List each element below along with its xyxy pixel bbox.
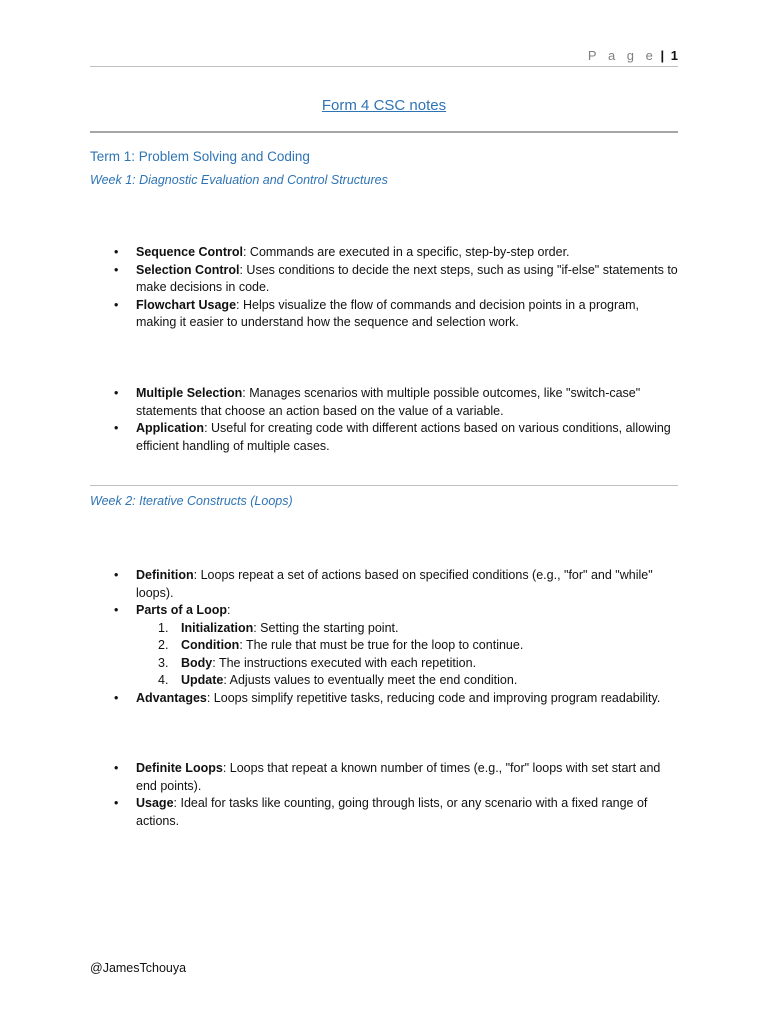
list-item: 4. Update: Adjusts values to eventually meet the end condition. [158, 673, 518, 687]
page-header [90, 44, 678, 67]
list-item: • Multiple Selection: Manages scenarios with multiple possible outcomes, like "switch-case" statements that choose an action based on the value of a variable. [114, 386, 641, 418]
bullet-icon: • [114, 262, 119, 277]
page-label: P a g e [587, 48, 657, 63]
footer-author: @JamesTchouya [90, 961, 187, 975]
page-number: 1 [670, 48, 678, 63]
bullet-icon: • [114, 796, 119, 810]
bullet-icon: • [114, 297, 119, 312]
bullet-icon: • [114, 690, 119, 705]
week1-heading: Week 1: Diagnostic Evaluation and Control Structures [90, 173, 388, 187]
week2-bullet-list-1 [0, 567, 678, 707]
list-item: • Application: Useful for creating code with different actions based on various conditions, allowing efficient handling of multiple cases. [114, 421, 671, 453]
list-item: • Advantages: Loops simplify repetitive tasks, reducing code and improving program readability. [0, 690, 678, 708]
list-item: • Sequence Control: Commands are executed in a specific, step-by-step order. [0, 244, 678, 262]
document-title: Form 4 CSC notes [321, 97, 447, 114]
bullet-icon: • [114, 386, 119, 400]
term1-heading: Term 1: Problem Solving and Coding [90, 149, 310, 164]
page-separator: | [660, 48, 665, 63]
week2-bullet-list-2 [0, 760, 678, 830]
list-item: • Usage: Ideal for tasks like counting, going through lists, or any scenario with a fixed range of actions. [114, 796, 648, 828]
list-item: 1. Initialization: Setting the starting point. [158, 620, 399, 635]
bullet-icon: • [114, 421, 119, 435]
list-item: 3. Body: The instructions executed with each repetition. [158, 655, 477, 670]
bullet-icon: • [114, 761, 119, 775]
loop-parts-list [136, 620, 678, 690]
week2-heading: Week 2: Iterative Constructs (Loops) [90, 494, 293, 508]
list-item: • Selection Control: Uses conditions to decide the next steps, such as using "if-else" statements to make decisions in code. [114, 262, 678, 294]
list-item: • Definition: Loops repeat a set of actions based on specified conditions (e.g., "for" and "while" loops). [114, 568, 653, 600]
page-number-indicator [588, 48, 678, 63]
week1-bullet-list-1 [0, 244, 678, 332]
title-divider [90, 131, 678, 133]
bullet-icon: • [114, 568, 119, 582]
section-divider [90, 485, 678, 486]
list-item: • Definite Loops: Loops that repeat a known number of times (e.g., "for" loops with set start and end points). [114, 761, 661, 793]
bullet-icon: • [114, 245, 119, 259]
list-item: 2. Condition: The rule that must be true for the loop to continue. [158, 638, 524, 652]
list-item: • Flowchart Usage: Helps visualize the flow of commands and decision points in a program, making it easier to understand how the sequence and selection work. [114, 297, 640, 329]
bullet-icon: • [114, 603, 119, 617]
list-item: • Parts of a Loop: 1. Initialization: Setting the starting point. 2. Condition: The rule that must be true for the loop to continue. 3. Body: The instructions executed with each repetition. 4. Update: Adjusts values to eventually meet the end condition. [0, 602, 678, 690]
week1-bullet-list-2 [0, 385, 678, 455]
